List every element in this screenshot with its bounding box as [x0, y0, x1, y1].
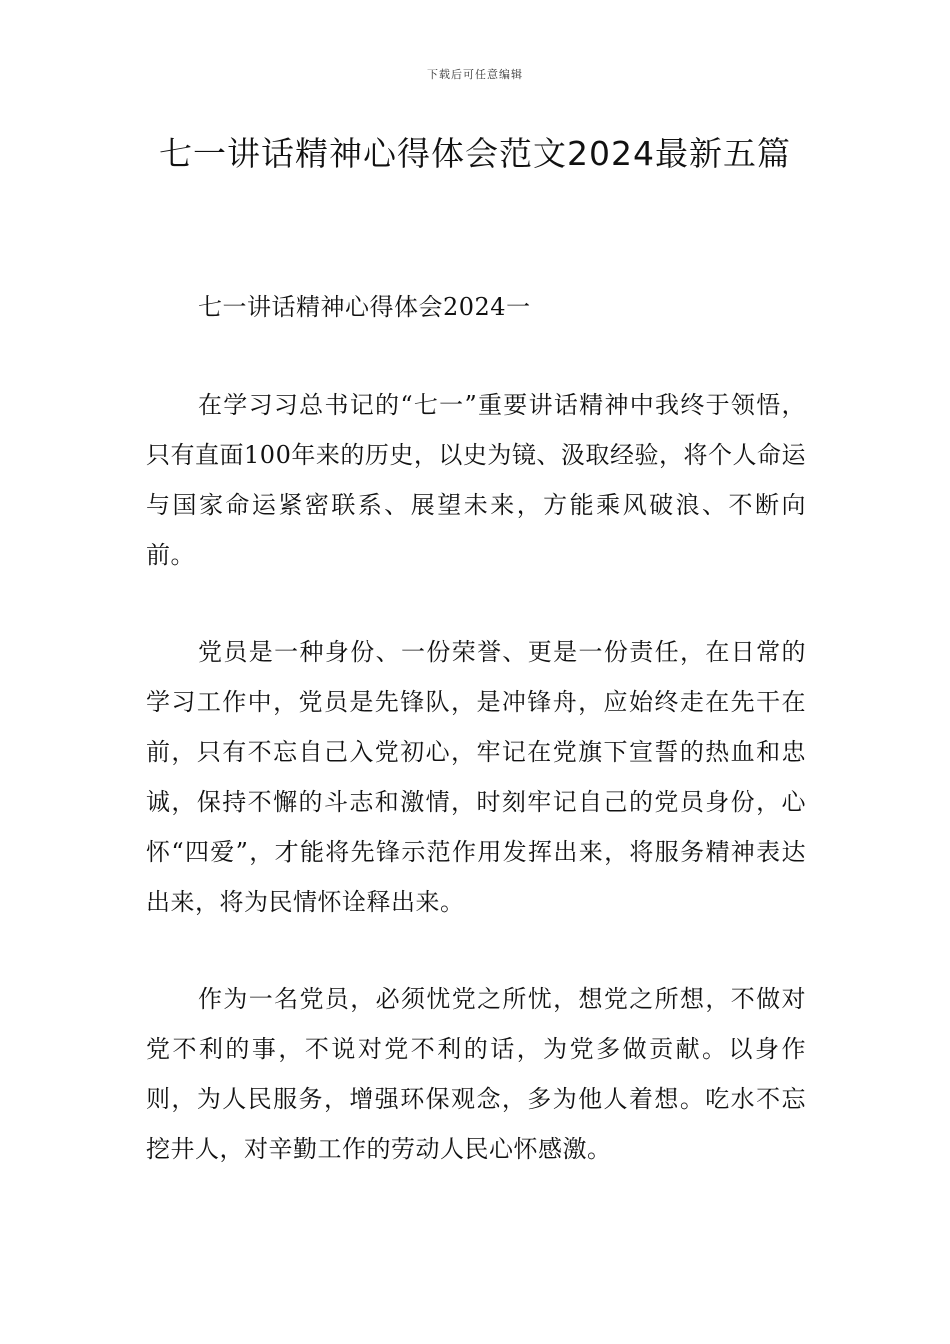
header-note: 下载后可任意编辑 — [427, 68, 523, 81]
paragraph-2: 党员是一种身份、一份荣誉、更是一份责任，在日常的学习工作中，党员是先锋队，是冲锋舟，应始终走在先干在前，只有不忘自己入党初心，牢记在党旗下宣誓的热血和忠诚，保持不懈的斗志和激情，时刻牢记自己的党员身份，心怀“四爱”，才能将先锋示范作用发挥出来，将服务精神表达出来，将为民情怀诠释出来。 — [146, 638, 806, 916]
paragraph-1: 在学习习总书记的“七一”重要讲话精神中我终于领悟，只有直面100年来的历史，以史为镜、汲取经验，将个人命运与国家命运紧密联系、展望未来，方能乘风破浪、不断向前。 — [146, 391, 806, 569]
paragraph-3: 作为一名党员，必须忧党之所忧，想党之所想，不做对党不利的事，不说对党不利的话，为党多做贡献。以身作则，为人民服务，增强环保观念，多为他人着想。吃水不忘挖井人，对辛勤工作的劳动人民心怀感激。 — [146, 985, 806, 1163]
section-heading: 七一讲话精神心得体会2024一 — [198, 293, 531, 321]
page-title: 七一讲话精神心得体会范文2024最新五篇 — [159, 134, 791, 173]
document-body — [146, 282, 806, 1221]
